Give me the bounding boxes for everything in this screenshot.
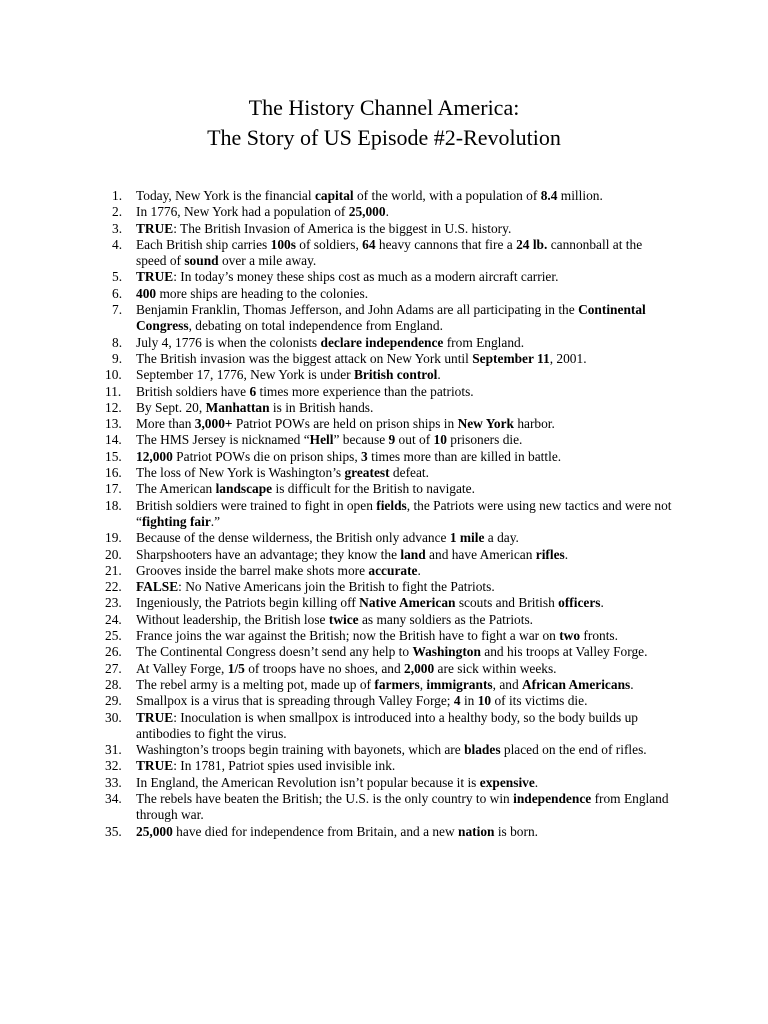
list-item xyxy=(100,416,675,432)
bold-answer: TRUE xyxy=(136,709,174,725)
list-item-number: 3. xyxy=(112,220,123,236)
text-segment: Patriot POWs are held on prison ships in xyxy=(232,416,458,432)
list-item-number: 7. xyxy=(112,302,123,318)
list-item-number: 13. xyxy=(105,416,122,432)
bold-answer: 9 xyxy=(388,432,396,448)
bold-answer: 25,000 xyxy=(136,823,173,839)
bold-answer: farmers xyxy=(374,676,420,692)
list-item-text xyxy=(136,302,675,335)
text-segment: harbor. xyxy=(513,416,555,432)
text-segment: : No Native Americans join the British to fight the Patriots. xyxy=(178,579,495,595)
bold-answer: officers xyxy=(558,595,601,611)
bold-answer: fighting fair xyxy=(141,513,211,529)
bold-answer: 25,000 xyxy=(348,204,386,220)
list-item xyxy=(100,563,675,579)
text-segment: In England, the American Revolution isn’t popular because it is xyxy=(136,774,480,790)
list-item-text xyxy=(136,758,675,774)
list-item-text xyxy=(136,775,675,791)
list-item-text xyxy=(136,449,675,465)
list-item-text xyxy=(136,742,675,758)
list-item-text xyxy=(136,384,675,400)
text-segment: and his troops at Valley Forge. xyxy=(480,644,648,660)
text-segment: is in British hands. xyxy=(269,399,374,415)
text-segment: Smallpox is a virus that is spreading through Valley Forge; xyxy=(136,693,454,709)
list-item-number: 11. xyxy=(105,383,122,399)
bold-answer: 10 xyxy=(433,432,447,448)
text-segment: have died for independence from Britain, and a new xyxy=(172,823,459,839)
bold-answer: declare independence xyxy=(320,334,444,350)
text-segment: , and xyxy=(492,676,523,692)
text-segment: of soldiers, xyxy=(295,236,363,252)
text-segment: . xyxy=(417,562,421,578)
list-item-text xyxy=(136,791,675,824)
list-item-number: 16. xyxy=(105,465,122,481)
bold-answer: land xyxy=(400,546,426,562)
list-item xyxy=(100,384,675,400)
list-item xyxy=(100,612,675,628)
bold-answer: 3,000+ xyxy=(194,416,233,432)
text-segment: By Sept. 20, xyxy=(136,399,206,415)
list-item-text xyxy=(136,204,675,220)
list-item-text xyxy=(136,335,675,351)
bold-answer: African Americans xyxy=(522,676,631,692)
list-item-text xyxy=(136,547,675,563)
list-item-text xyxy=(136,644,675,660)
list-item-text xyxy=(136,367,675,383)
text-segment: Today, New York is the financial xyxy=(136,188,315,203)
list-item-number: 34. xyxy=(105,790,122,806)
list-item xyxy=(100,791,675,824)
list-item-number: 12. xyxy=(105,399,122,415)
list-item-number: 18. xyxy=(105,497,122,513)
text-segment: July 4, 1776 is when the colonists xyxy=(136,334,321,350)
bold-answer: twice xyxy=(328,611,359,627)
list-item-number: 24. xyxy=(105,611,122,627)
text-segment: Grooves inside the barrel make shots more xyxy=(136,562,369,578)
bold-answer: independence xyxy=(513,790,592,806)
list-item xyxy=(100,286,675,302)
text-segment: ” because xyxy=(333,432,389,448)
text-segment: In 1776, New York had a population of xyxy=(136,204,349,220)
list-item xyxy=(100,188,675,204)
text-segment: France joins the war against the British; now the British have to fight a war on xyxy=(136,628,560,644)
text-segment: At Valley Forge, xyxy=(136,660,228,676)
list-item-text xyxy=(136,612,675,628)
text-segment: The HMS Jersey is nicknamed “ xyxy=(136,432,310,448)
text-segment: The loss of New York is Washington’s xyxy=(136,465,345,481)
bold-answer: expensive xyxy=(479,774,535,790)
bold-answer: rifles xyxy=(535,546,565,562)
list-item-number: 4. xyxy=(112,236,123,252)
list-item-number: 23. xyxy=(105,595,122,611)
bold-answer: 400 xyxy=(136,285,157,301)
text-segment: is difficult for the British to navigate. xyxy=(272,481,475,497)
list-item-number: 19. xyxy=(105,530,122,546)
bold-answer: September 11 xyxy=(472,350,550,366)
text-segment: , 2001. xyxy=(549,350,587,366)
text-segment: Patriot POWs die on prison ships, xyxy=(172,448,362,464)
list-item xyxy=(100,221,675,237)
list-item-text xyxy=(136,351,675,367)
list-item xyxy=(100,644,675,660)
bold-answer: New York xyxy=(457,416,514,432)
bold-answer: fields xyxy=(376,497,407,513)
list-item-number: 30. xyxy=(105,709,122,725)
document-title-line-2: The Story of US Episode #2-Revolution xyxy=(207,125,561,150)
bold-answer: 4 xyxy=(453,693,461,709)
bold-answer: Hell xyxy=(309,432,334,448)
text-segment: . xyxy=(534,774,539,790)
text-segment: . xyxy=(630,676,634,692)
text-segment: The British invasion was the biggest attack on New York until xyxy=(136,350,473,366)
bold-answer: 2,000 xyxy=(404,660,435,676)
list-item xyxy=(100,432,675,448)
list-item xyxy=(100,335,675,351)
bold-answer: 10 xyxy=(477,693,492,709)
text-segment: scouts and British xyxy=(455,595,559,611)
list-item-text xyxy=(136,286,675,302)
text-segment: prisoners die. xyxy=(446,432,523,448)
document-title-line-1: The History Channel America: xyxy=(248,95,520,120)
list-item-number: 2. xyxy=(112,204,123,220)
text-segment: Sharpshooters have an advantage; they know the xyxy=(136,546,401,562)
bold-answer: 1 mile xyxy=(449,530,485,546)
bold-answer: Native American xyxy=(359,595,456,611)
list-item xyxy=(100,595,675,611)
text-segment: Washington’s troops begin training with bayonets, which are xyxy=(136,742,465,758)
list-item-number: 32. xyxy=(105,758,122,774)
text-segment: , debating on total independence from England. xyxy=(188,318,443,334)
list-item-text xyxy=(136,221,675,237)
list-item xyxy=(100,367,675,383)
bold-answer: 100s xyxy=(270,236,296,252)
list-item-text xyxy=(136,530,675,546)
bold-answer: immigrants xyxy=(426,676,493,692)
bold-answer: British control xyxy=(353,367,438,383)
text-segment: . xyxy=(564,546,569,562)
list-item xyxy=(100,824,675,840)
list-item-number: 25. xyxy=(105,628,122,644)
text-segment: of the world, with a population of xyxy=(353,188,541,203)
bold-answer: Continental Congress xyxy=(136,302,646,334)
list-item-number: 8. xyxy=(112,334,123,350)
text-segment: over a mile away. xyxy=(218,253,317,269)
bold-answer: sound xyxy=(184,253,219,269)
text-segment: cannonball at the speed of xyxy=(136,236,643,269)
list-item xyxy=(100,579,675,595)
text-segment: The rebels have beaten the British; the U.S. is the only country to win xyxy=(136,790,514,806)
bold-answer: Manhattan xyxy=(205,399,270,415)
list-item xyxy=(100,400,675,416)
text-segment: more ships are heading to the colonies. xyxy=(156,285,369,301)
list-item-number: 35. xyxy=(105,823,122,839)
text-segment: The Continental Congress doesn’t send any help to xyxy=(136,644,413,660)
list-item-number: 27. xyxy=(105,660,122,676)
text-segment: is born. xyxy=(494,823,539,839)
list-item-number: 20. xyxy=(105,546,122,562)
list-item-number: 17. xyxy=(105,481,122,497)
text-segment: : Inoculation is when smallpox is introduced into a healthy body, so the body builds up antibodies to fight the virus. xyxy=(136,709,638,741)
list-item xyxy=(100,351,675,367)
list-item xyxy=(100,661,675,677)
numbered-list xyxy=(100,188,675,840)
bold-answer: two xyxy=(559,628,581,644)
list-item-text xyxy=(136,710,675,743)
text-segment: Each British ship carries xyxy=(136,236,271,252)
bold-answer: FALSE xyxy=(136,579,179,595)
list-item-text xyxy=(136,465,675,481)
text-segment: times more than are killed in battle. xyxy=(367,448,562,464)
text-segment: More than xyxy=(136,416,195,432)
list-item xyxy=(100,237,675,270)
text-segment: times more experience than the patriots. xyxy=(256,383,474,399)
text-segment: British soldiers have xyxy=(136,383,250,399)
text-segment: : In today’s money these ships cost as much as a modern aircraft carrier. xyxy=(173,269,559,285)
bold-answer: 8.4 xyxy=(540,188,558,203)
bold-answer: greatest xyxy=(344,465,390,481)
text-segment: of its victims die. xyxy=(491,693,588,709)
list-item xyxy=(100,628,675,644)
bold-answer: nation xyxy=(458,823,495,839)
text-segment: Benjamin Franklin, Thomas Jefferson, and John Adams are all participating in the xyxy=(136,302,579,318)
bold-answer: TRUE xyxy=(136,269,174,285)
list-item xyxy=(100,693,675,709)
bold-answer: capital xyxy=(314,188,354,203)
bold-answer: TRUE xyxy=(136,220,174,236)
list-item-text xyxy=(136,677,675,693)
bold-answer: blades xyxy=(464,742,501,758)
list-item-text xyxy=(136,481,675,497)
text-segment: Without leadership, the British lose xyxy=(136,611,329,627)
list-item-number: 14. xyxy=(105,432,122,448)
list-item-number: 5. xyxy=(112,269,123,285)
list-item-number: 22. xyxy=(105,579,122,595)
text-segment: from England. xyxy=(443,334,525,350)
list-item xyxy=(100,204,675,220)
text-segment: . xyxy=(385,204,389,220)
text-segment: , the Patriots were using new tactics and were not “ xyxy=(136,497,672,529)
text-segment: September 17, 1776, New York is under xyxy=(136,367,354,383)
list-item xyxy=(100,742,675,758)
list-item xyxy=(100,465,675,481)
text-segment: .” xyxy=(210,513,221,529)
text-segment: of troops have no shoes, and xyxy=(244,660,405,676)
text-segment: heavy cannons that fire a xyxy=(375,236,517,252)
text-segment: : In 1781, Patriot spies used invisible ink. xyxy=(173,758,396,774)
text-segment: Because of the dense wilderness, the British only advance xyxy=(136,530,450,546)
list-item xyxy=(100,449,675,465)
list-item-text xyxy=(136,628,675,644)
bold-answer: Washington xyxy=(412,644,481,660)
list-item xyxy=(100,302,675,335)
list-item-text xyxy=(136,188,675,204)
text-segment: as many soldiers as the Patriots. xyxy=(358,611,534,627)
list-item-text xyxy=(136,416,675,432)
list-item xyxy=(100,677,675,693)
text-segment: placed on the end of rifles. xyxy=(500,742,647,758)
bold-answer: landscape xyxy=(215,481,273,497)
text-segment: are sick within weeks. xyxy=(434,660,557,676)
bold-answer: 6 xyxy=(249,383,257,399)
list-item-number: 10. xyxy=(105,367,122,383)
text-segment: from England through war. xyxy=(136,790,669,823)
text-segment: The rebel army is a melting pot, made up of xyxy=(136,676,375,692)
text-segment: out of xyxy=(395,432,434,448)
text-segment: a day. xyxy=(484,530,519,546)
list-item xyxy=(100,530,675,546)
list-item xyxy=(100,269,675,285)
list-item-number: 6. xyxy=(112,285,123,301)
list-item-text xyxy=(136,824,675,840)
bold-answer: 12,000 xyxy=(136,448,173,464)
text-segment: Ingeniously, the Patriots begin killing off xyxy=(136,595,360,611)
list-item-text xyxy=(136,693,675,709)
list-item xyxy=(100,481,675,497)
list-item-text xyxy=(136,237,675,270)
list-item-text xyxy=(136,400,675,416)
list-item-text xyxy=(136,269,675,285)
list-item-number: 33. xyxy=(105,774,122,790)
text-segment: , xyxy=(419,676,427,692)
bold-answer: 24 lb. xyxy=(516,236,548,252)
bold-answer: 64 xyxy=(362,236,376,252)
list-item-text xyxy=(136,661,675,677)
list-item-text xyxy=(136,579,675,595)
list-item-number: 31. xyxy=(105,742,122,758)
list-item-number: 26. xyxy=(105,644,122,660)
list-item xyxy=(100,547,675,563)
list-item xyxy=(100,498,675,531)
list-item-text xyxy=(136,498,675,531)
text-segment: defeat. xyxy=(389,465,429,481)
list-item-number: 9. xyxy=(112,350,123,366)
text-segment: British soldiers were trained to fight in open xyxy=(136,497,377,513)
list-item-number: 21. xyxy=(105,562,122,578)
text-segment: : The British Invasion of America is the biggest in U.S. history. xyxy=(173,220,512,236)
list-item xyxy=(100,775,675,791)
bold-answer: 3 xyxy=(361,448,368,464)
text-segment: million. xyxy=(557,188,603,203)
text-segment: . xyxy=(437,367,441,383)
list-item xyxy=(100,710,675,743)
bold-answer: 1/5 xyxy=(227,660,245,676)
text-segment: fronts. xyxy=(580,628,618,644)
list-item-number: 29. xyxy=(105,693,122,709)
text-segment: in xyxy=(460,693,478,709)
text-segment: . xyxy=(600,595,604,611)
text-segment: and have American xyxy=(425,546,536,562)
list-item-number: 15. xyxy=(105,448,122,464)
bold-answer: accurate xyxy=(368,562,418,578)
list-item-number: 28. xyxy=(105,676,122,692)
list-item-text xyxy=(136,432,675,448)
list-item-text xyxy=(136,595,675,611)
bold-answer: TRUE xyxy=(136,758,174,774)
list-item xyxy=(100,758,675,774)
text-segment: The American xyxy=(136,481,216,497)
list-item-number: 1. xyxy=(112,188,123,203)
list-item-text xyxy=(136,563,675,579)
